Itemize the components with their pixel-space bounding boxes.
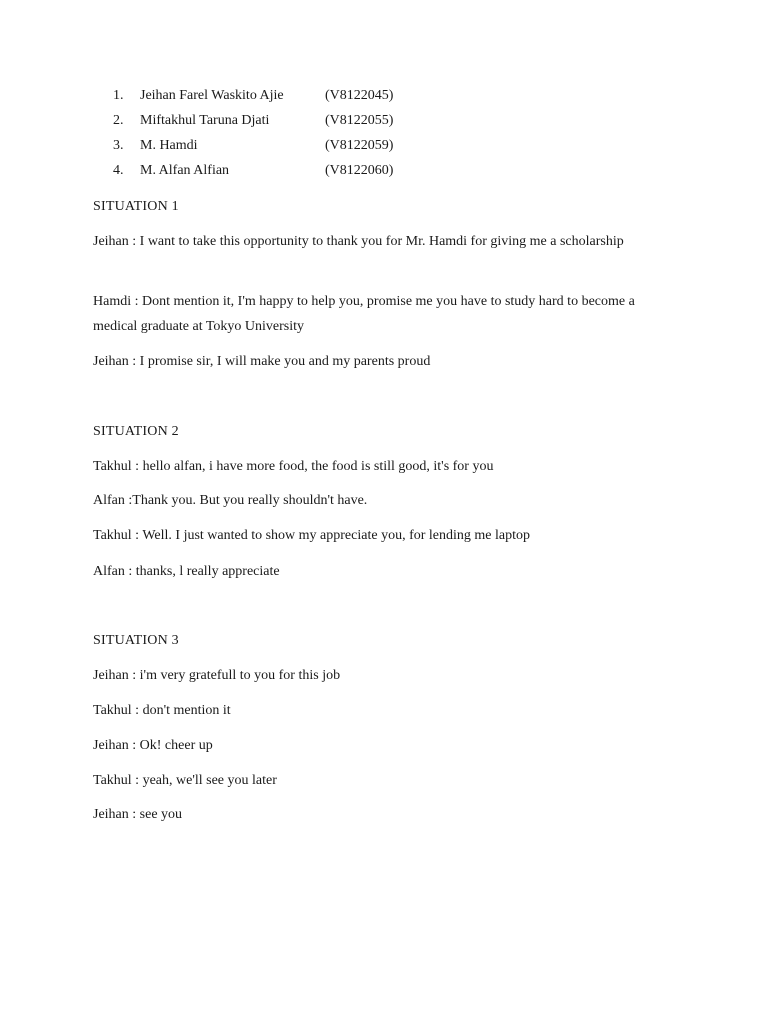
member-number: 1. xyxy=(113,88,124,103)
dialogue-line: Takhul : Well. I just wanted to show my appreciate you, for lending me laptop xyxy=(93,528,530,543)
list-item xyxy=(113,112,393,137)
situation-2-heading: SITUATION 2 xyxy=(93,424,179,439)
member-name: M. Hamdi xyxy=(140,138,198,153)
dialogue-line: Jeihan : Ok! cheer up xyxy=(93,738,213,753)
dialogue-line: Takhul : yeah, we'll see you later xyxy=(93,773,277,788)
dialogue-line: Jeihan : I want to take this opportunity to thank you for Mr. Hamdi for giving me a scholarship xyxy=(93,234,624,249)
dialogue-line: Takhul : hello alfan, i have more food, the food is still good, it's for you xyxy=(93,459,494,474)
situation-1-heading: SITUATION 1 xyxy=(93,199,179,214)
member-number: 4. xyxy=(113,163,124,178)
dialogue-line: Jeihan : see you xyxy=(93,807,183,822)
member-name: Jeihan Farel Waskito Ajie xyxy=(140,88,284,103)
list-item xyxy=(113,137,393,162)
situation-3-heading: SITUATION 3 xyxy=(93,633,179,648)
dialogue-line: Alfan : thanks, l really appreciate xyxy=(93,564,280,579)
dialogue-line: Alfan :Thank you. But you really shouldn't have. xyxy=(93,493,368,508)
member-number: 2. xyxy=(113,113,124,128)
list-item xyxy=(113,87,393,112)
member-id: (V8122059) xyxy=(325,138,394,153)
dialogue-line: Hamdi : Dont mention it, I'm happy to help you, promise me you have to study hard to become a medical graduate at Tokyo University xyxy=(93,294,635,334)
dialogue-line: Jeihan : i'm very gratefull to you for this job xyxy=(93,668,341,683)
member-id: (V8122055) xyxy=(325,113,394,128)
list-item xyxy=(113,162,393,187)
dialogue-line: Jeihan : I promise sir, I will make you and my parents proud xyxy=(93,354,431,369)
member-number: 3. xyxy=(113,138,124,153)
dialogue-line: Takhul : don't mention it xyxy=(93,703,231,718)
member-name: M. Alfan Alfian xyxy=(140,163,230,178)
member-list xyxy=(113,87,393,187)
member-name: Miftakhul Taruna Djati xyxy=(140,113,270,128)
member-id: (V8122060) xyxy=(325,163,394,178)
member-id: (V8122045) xyxy=(325,88,394,103)
